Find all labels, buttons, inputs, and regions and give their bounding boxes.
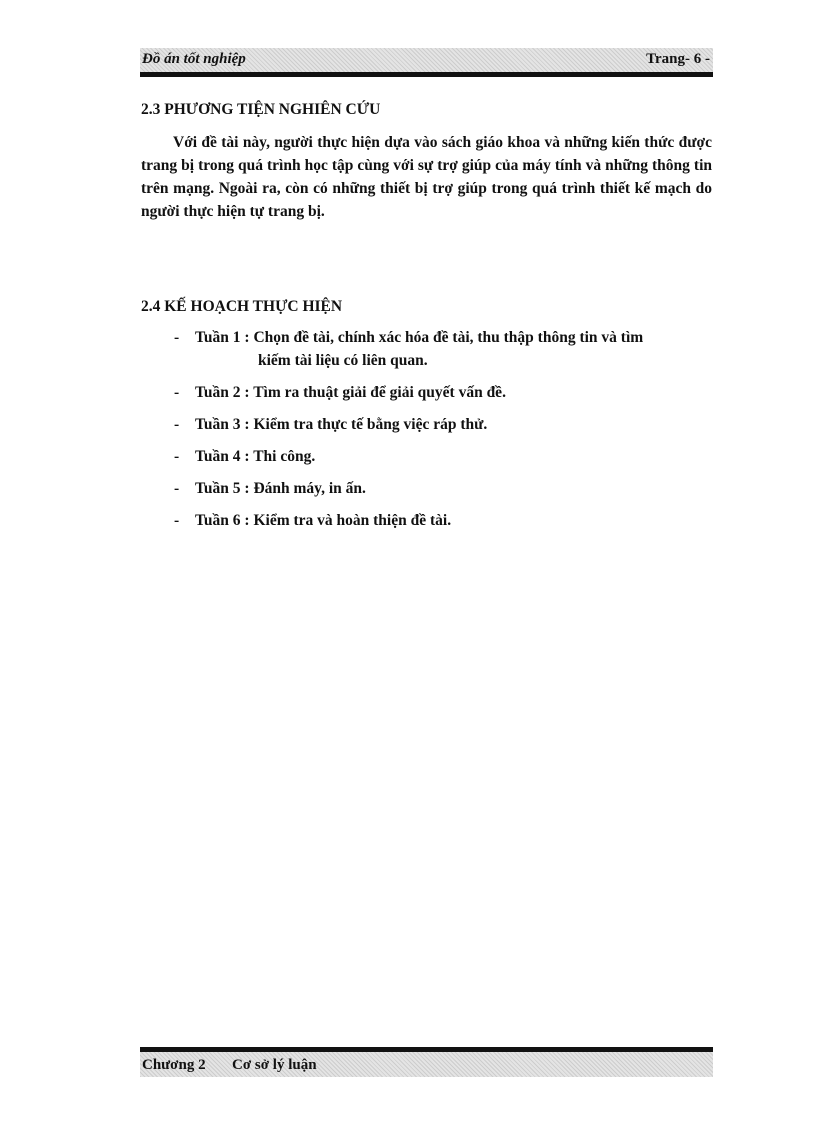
week-label: Tuần 1 : (195, 329, 250, 346)
week-task: Thi công. (253, 448, 316, 465)
plan-list (141, 326, 712, 541)
page-number: Trang- 6 - (646, 51, 710, 67)
week-task: Đánh máy, in ấn. (253, 480, 366, 497)
week-label: Tuần 4 : (195, 448, 250, 465)
chapter-topic: Cơ sở lý luận (232, 1057, 317, 1073)
list-item: - Tuần 6 : Kiểm tra và hoàn thiện đề tài. (174, 512, 452, 529)
week-task: Kiểm tra thực tế bằng việc ráp thử. (253, 416, 488, 433)
week-task: Tìm ra thuật giải để giải quyết vấn đề. (253, 384, 506, 401)
week-label: Tuần 3 : (195, 416, 250, 433)
page-header (140, 48, 713, 72)
list-item: - Tuần 4 : Thi công. (174, 448, 316, 465)
list-item: - Tuần 5 : Đánh máy, in ấn. (174, 480, 366, 497)
section-2-4-heading: 2.4 KẾ HOẠCH THỰC HIỆN (141, 298, 343, 315)
chapter-label: Chương 2 (142, 1057, 206, 1073)
section-2-3-paragraph: Với đề tài này, người thực hiện dựa vào sách giáo khoa và những kiến thức được trang bị trong quá trình học tập cùng với sự trợ giúp của máy tính và những thông tin trên mạng. Ngoài ra, còn có những thiết bị trợ giúp trong quá trình thiết kế mạch do người thực hiện tự trang bị. (141, 134, 712, 220)
header-rule (140, 72, 713, 77)
week-task-continued: kiếm tài liệu có liên quan. (258, 352, 428, 369)
document-title: Đồ án tốt nghiệp (142, 51, 246, 67)
list-item: - Tuần 3 : Kiểm tra thực tế bằng việc ráp thử. (174, 416, 488, 433)
week-label: Tuần 6 : (195, 512, 250, 529)
week-label: Tuần 2 : (195, 384, 250, 401)
section-2-3-heading: 2.3 PHƯƠNG TIỆN NGHIÊN CỨU (141, 101, 381, 118)
week-task: Kiểm tra và hoàn thiện đề tài. (253, 512, 452, 529)
list-item: - Tuần 1 : Chọn đề tài, chính xác hóa đề tài, thu thập thông tin và tìm kiếm tài liệu có liên quan. (141, 326, 712, 372)
week-task: Chọn đề tài, chính xác hóa đề tài, thu thập thông tin và tìm (253, 329, 644, 346)
list-item: - Tuần 2 : Tìm ra thuật giải để giải quyết vấn đề. (174, 384, 506, 401)
week-label: Tuần 5 : (195, 480, 250, 497)
page-footer (140, 1052, 713, 1077)
